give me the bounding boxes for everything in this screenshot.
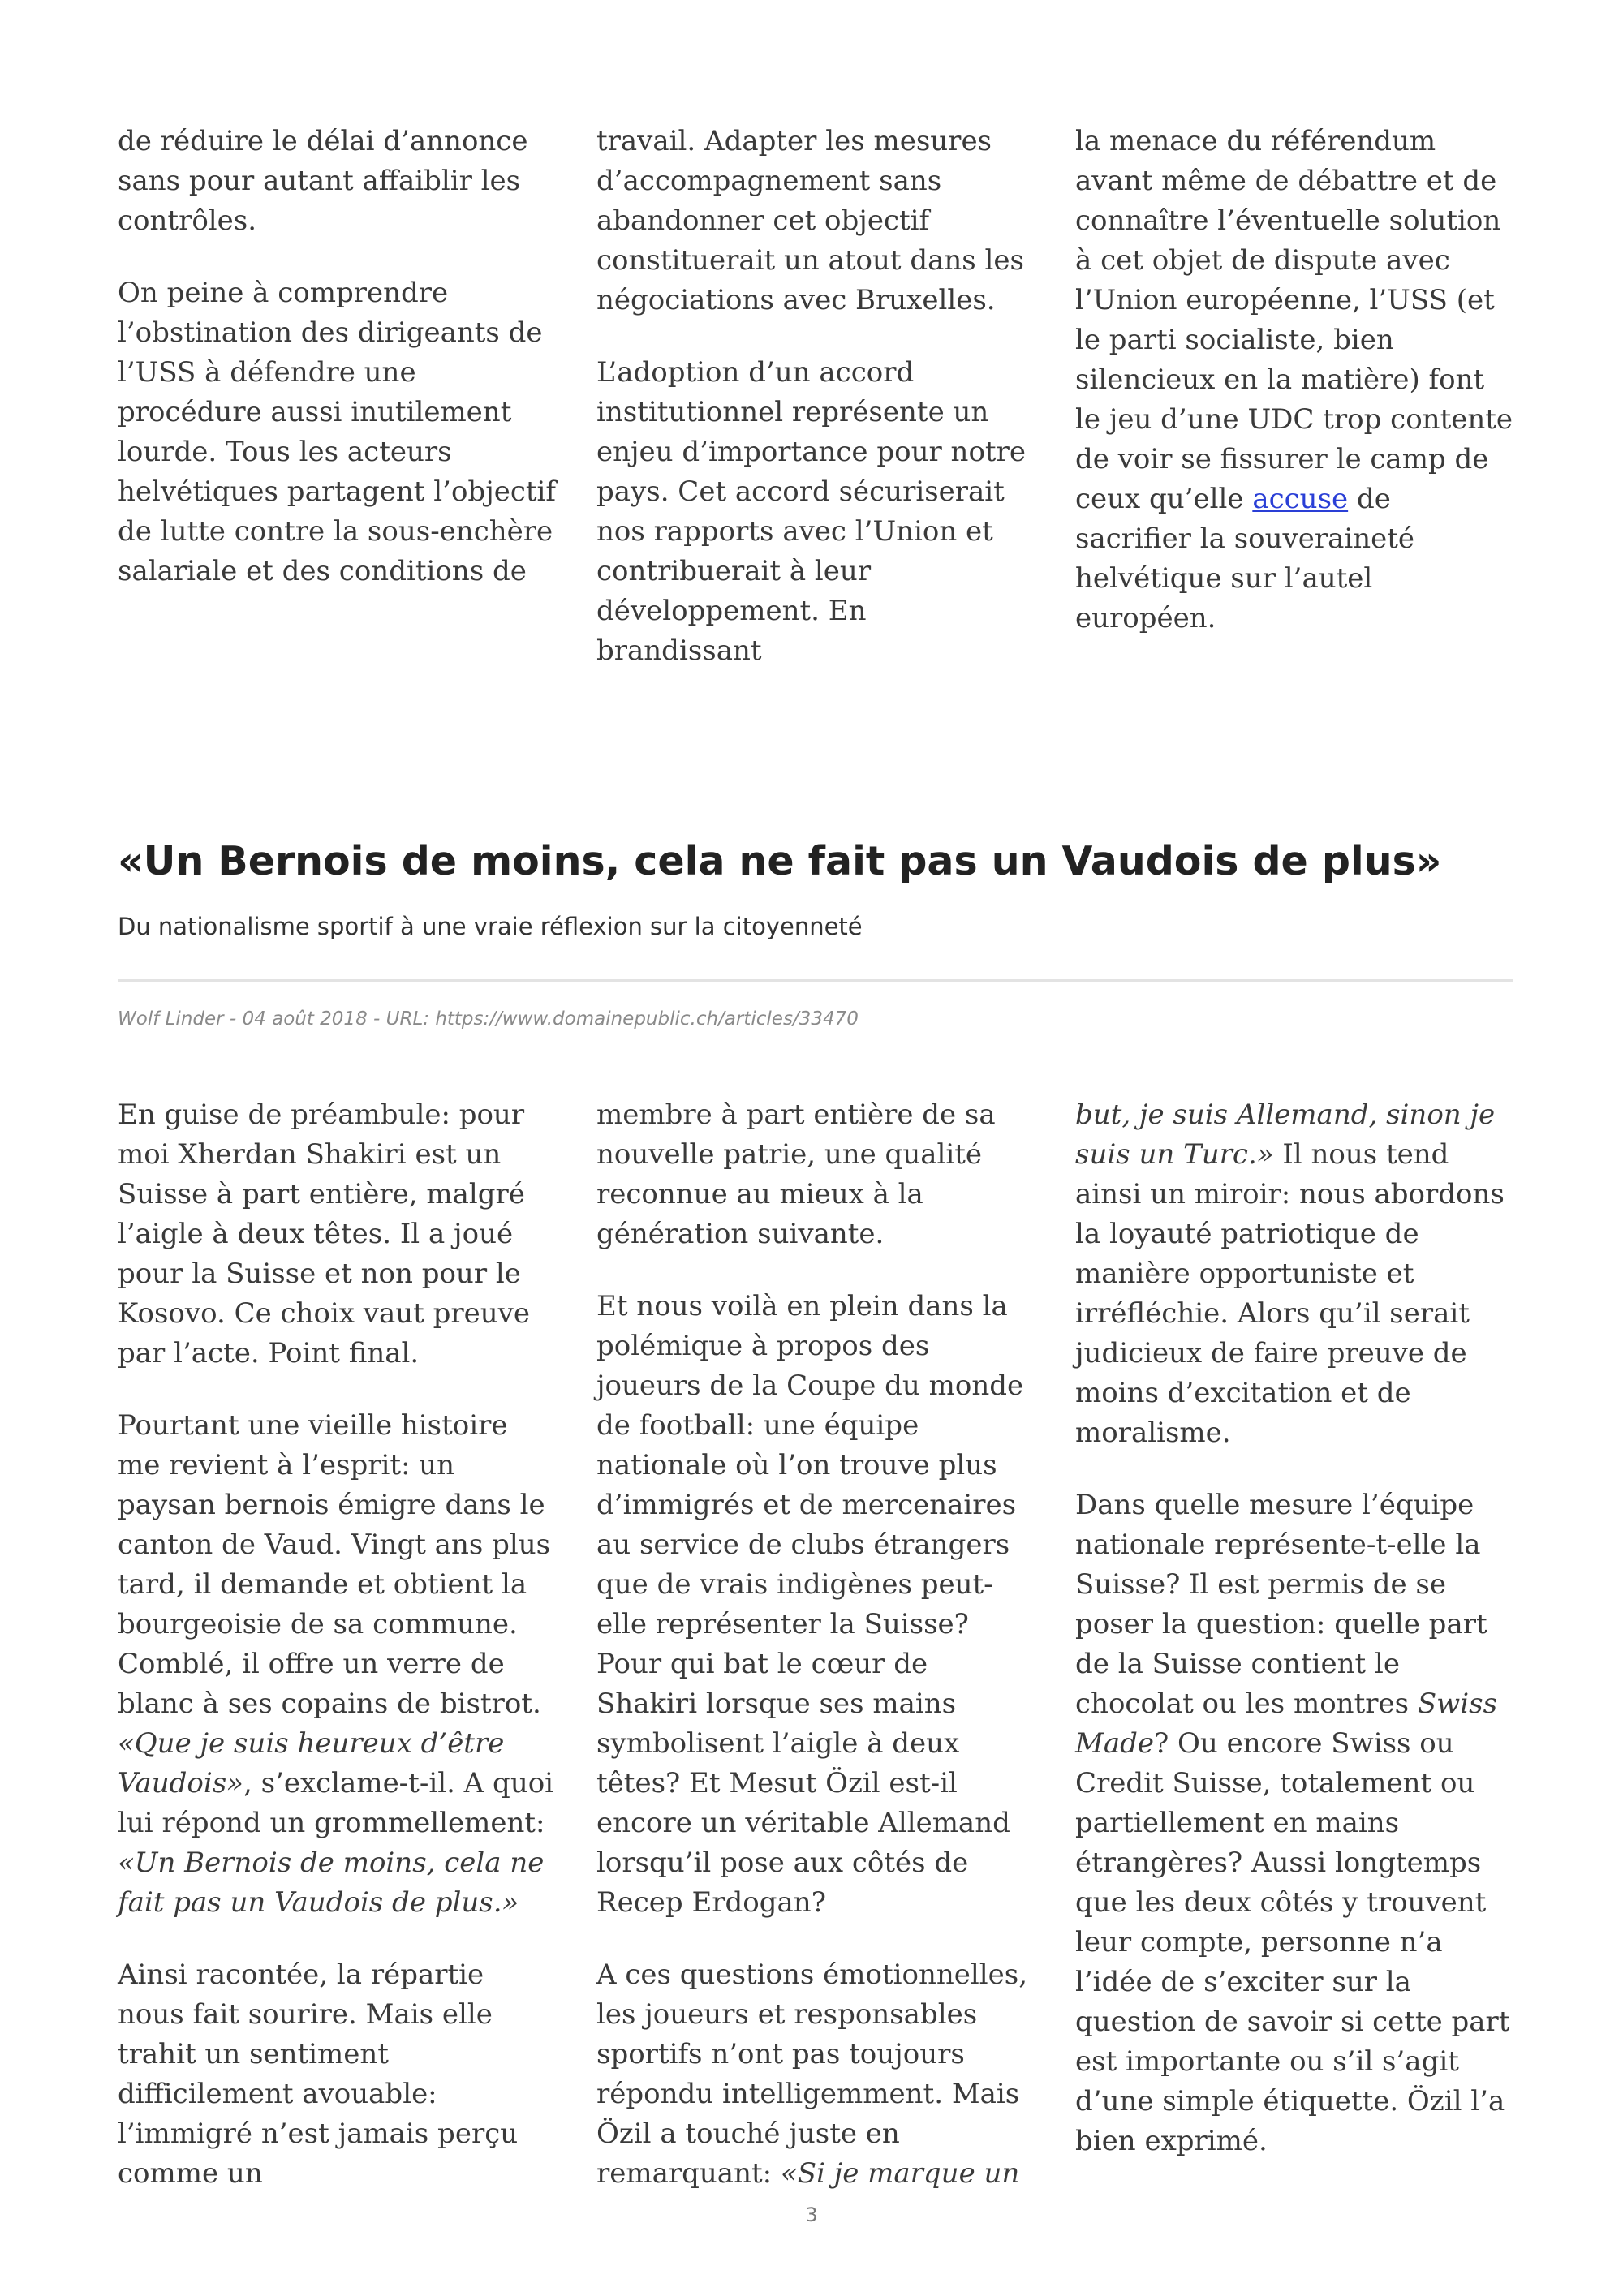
divider bbox=[118, 979, 1513, 982]
paragraph-text: Pourtant une vieille histoire me revient à l’esprit: un paysan bernois émigre dans le canton de Vaud. Vingt ans plus tard, il demande et obtient la bourgeoisie de sa commune. Comblé, il offre un verre de blanc à ses copains de bistrot. bbox=[118, 1409, 551, 1720]
article-subtitle: Du nationalisme sportif à une vraie réflexion sur la citoyenneté bbox=[118, 913, 863, 940]
text-column-1 bbox=[118, 122, 556, 703]
paragraph bbox=[118, 1406, 556, 1923]
paragraph-text: , s’exclame-t-il. A quoi lui répond un grommellement: bbox=[118, 1767, 554, 1839]
quote: «Que je suis heureux d’être Vaudois» bbox=[118, 1727, 505, 1799]
paragraph-text: ? Ou encore Swiss ou Credit Suisse, totalement ou partiellement en mains étrangères? Aussi longtemps que les deux côtés y trouvent leur compte, personne n’a l’idée de s’exciter sur la question de savoir si cette part est importante ou s’il s’agit d’une simple étiquette. Özil l’a bien exprimé. bbox=[1075, 1727, 1510, 2157]
text-column-3 bbox=[1075, 122, 1513, 703]
accuse-link[interactable]: accuse bbox=[1252, 483, 1349, 515]
paragraph: Et nous voilà en plein dans la polémique à propos des joueurs de la Coupe du monde de football: une équipe nationale où l’on trouve plus d’immigrés et de mercenaires au service de clubs étrangers que de vrais indigènes peut-elle représenter la Suisse? Pour qui bat le cœur de Shakiri lorsque ses mains symbolisent l’aigle à deux têtes? Et Mesut Özil est-il encore un véritable Allemand lorsqu’il pose aux côtés de Recep Erdogan? bbox=[596, 1290, 1024, 1919]
paragraph bbox=[1075, 1095, 1513, 1453]
emphasis: Swiss Made bbox=[1075, 1688, 1498, 1760]
paragraph: de réduire le délai d’annonce sans pour autant affaiblir les contrôles. bbox=[118, 125, 528, 237]
text-column-1 bbox=[118, 1095, 556, 2226]
paragraph-text: A ces questions émotionnelles, les joueurs et responsables sportifs n’ont pas toujours répondu intelligemment. Mais Özil a touché juste en remarquant: bbox=[596, 1958, 1028, 2190]
paragraph: Ainsi racontée, la répartie nous fait sourire. Mais elle trahit un sentiment difficilement avouable: l’immigré n’est jamais perçu comme un bbox=[118, 1958, 519, 2190]
article-meta: Wolf Linder - 04 août 2018 - URL: https://www.domainepublic.ch/articles/33470 bbox=[118, 1008, 859, 1030]
article-columns bbox=[118, 1095, 1513, 2226]
article-title: «Un Bernois de moins, cela ne fait pas un Vaudois de plus» bbox=[118, 838, 1442, 884]
text-column-2 bbox=[596, 1095, 1035, 2226]
quote: «Si je marque un bbox=[780, 2157, 1020, 2190]
paragraph: L’adoption d’un accord institutionnel représente un enjeu d’importance pour notre pays. Cet accord sécuriserait nos rapports avec l’Union et contribuerait à leur développement. En brandissant bbox=[596, 356, 1026, 667]
continued-article-columns bbox=[118, 122, 1513, 703]
text-column-2 bbox=[596, 122, 1035, 703]
quote: «Un Bernois de moins, cela ne fait pas un Vaudois de plus.» bbox=[118, 1847, 545, 1919]
text-column-3 bbox=[1075, 1095, 1513, 2226]
paragraph-text: Dans quelle mesure l’équipe nationale représente-t-elle la Suisse? Il est permis de se poser la question: quelle part de la Suisse contient le chocolat ou les montres bbox=[1075, 1489, 1487, 1720]
paragraph bbox=[1075, 122, 1513, 638]
paragraph-text: de sacrifier la souveraineté helvétique sur l’autel européen. bbox=[1075, 483, 1415, 634]
paragraph-text: Il nous tend ainsi un miroir: nous abordons la loyauté patriotique de manière opportuniste et irréfléchie. Alors qu’il serait judicieux de faire preuve de moins d’excitation et de moralisme. bbox=[1075, 1138, 1505, 1449]
paragraph: En guise de préambule: pour moi Xherdan Shakiri est un Suisse à part entière, malgré l’aigle à deux têtes. Il a joué pour la Suisse et non pour le Kosovo. Ce choix vaut preuve par l’acte. Point final. bbox=[118, 1099, 530, 1369]
paragraph bbox=[596, 1955, 1035, 2194]
paragraph bbox=[1075, 1486, 1513, 2161]
paragraph-text: la menace du référendum avant même de débattre et de connaître l’éventuelle solution à cet objet de dispute avec l’Union européenne, l’USS (et le parti socialiste, bien silencieux en la matière) font le jeu d’une UDC trop contente de voir se fissurer le camp de ceux qu’elle bbox=[1075, 125, 1513, 515]
page-number: 3 bbox=[805, 2204, 818, 2226]
paragraph: On peine à comprendre l’obstination des dirigeants de l’USS à défendre une procédure aussi inutilement lourde. Tous les acteurs helvétiques partagent l’objectif de lutte contre la sous-enchère salariale et des conditions de bbox=[118, 277, 557, 587]
quote: but, je suis Allemand, sinon je suis un Turc.» bbox=[1075, 1099, 1496, 1171]
paragraph: membre à part entière de sa nouvelle patrie, une qualité reconnue au mieux à la génération suivante. bbox=[596, 1099, 996, 1250]
paragraph: travail. Adapter les mesures d’accompagnement sans abandonner cet objectif constituerait un atout dans les négociations avec Bruxelles. bbox=[596, 125, 1024, 316]
